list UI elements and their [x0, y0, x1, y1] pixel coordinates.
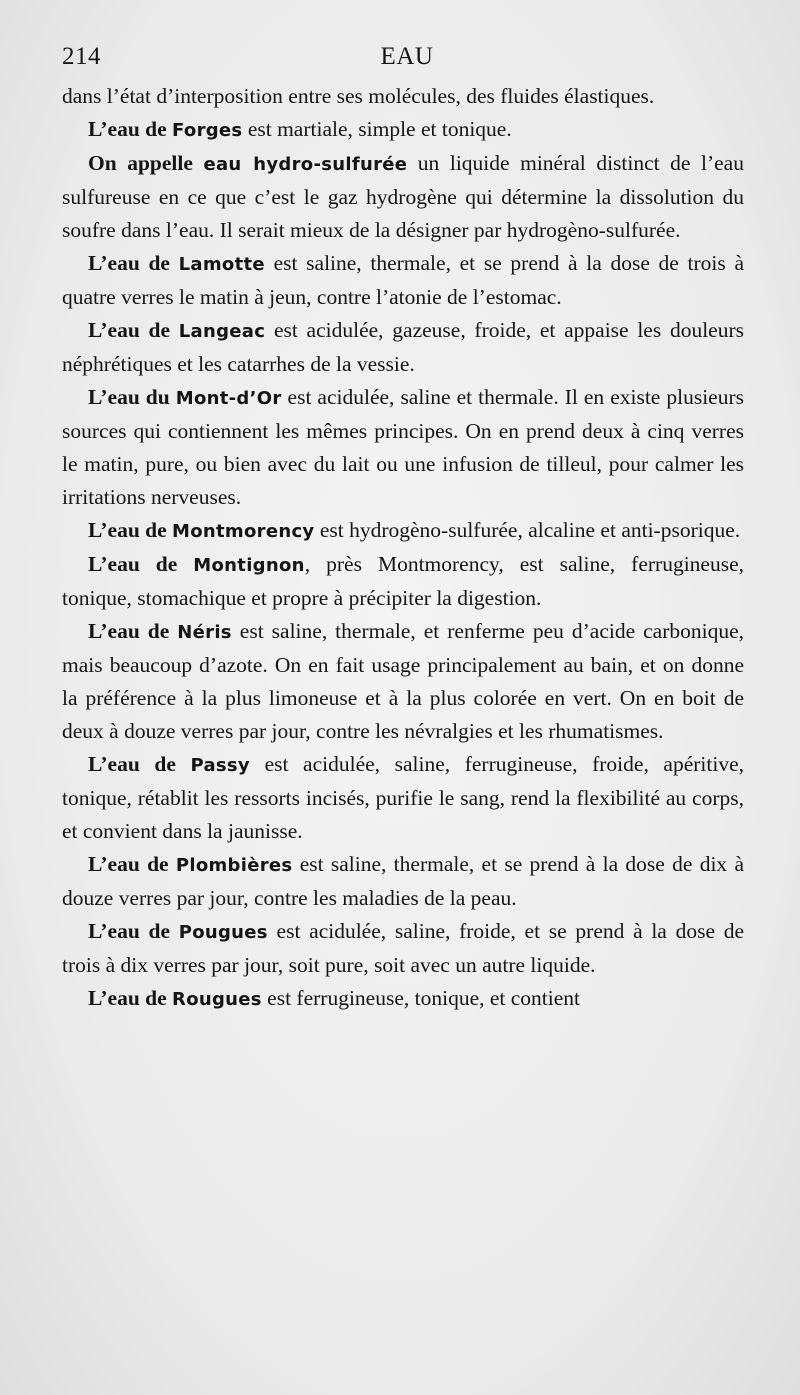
running-head: EAU — [380, 43, 434, 70]
paragraph-text: est saline, thermale, et renferme peu d’acide carbonique, mais beaucoup d’azote. On en fait usage principalement au bain, et on donne la préférence à la plus limoneuse et à la plus colorée en vert. On en boit de deux à douze verres par jour, contre les névralgies et les rhumatismes. — [62, 619, 745, 743]
entry-prefix: L’eau de — [88, 852, 176, 876]
entry-lead — [88, 518, 314, 542]
paragraph — [62, 314, 744, 381]
paragraph — [62, 113, 744, 147]
paragraph-text: est acidulée, saline, ferrugineuse, froide, apéritive, tonique, rétablit les ressorts incisés, purifie le sang, rend la flexibilité au corps, et convient dans la jaunisse. — [62, 752, 744, 843]
paragraph-text: un liquide minéral distinct de l’eau sulfureuse en ce que c’est le gaz hydrogène qui détermine la dissolution du soufre dans l’eau. Il serait mieux de la désigner par hydrogèno-sulfurée. — [62, 151, 744, 242]
entry-title: Rougues — [172, 989, 262, 1010]
body-text — [62, 80, 744, 1016]
entry-prefix: L’eau du — [88, 385, 176, 409]
entry-title: Mont-d’Or — [175, 388, 282, 409]
entry-title: Forges — [172, 120, 243, 141]
page-header — [62, 42, 752, 72]
paragraph — [62, 247, 744, 314]
paragraph — [62, 80, 744, 113]
paragraph — [62, 147, 744, 247]
entry-prefix: L’eau de — [88, 986, 173, 1010]
entry-title: Montignon — [193, 555, 305, 576]
entry-title: Passy — [190, 755, 250, 776]
paragraph-text: est martiale, simple et tonique. — [242, 117, 512, 141]
paragraph-text: est hydrogèno-sulfurée, alcaline et anti-psorique. — [314, 518, 741, 542]
paragraph — [62, 848, 744, 915]
paragraph-text: est ferrugineuse, tonique, et contient — [261, 986, 581, 1010]
entry-lead — [88, 318, 265, 342]
entry-prefix: L’eau de — [88, 251, 179, 275]
entry-prefix: On appelle — [88, 151, 204, 175]
entry-title: Plombières — [175, 855, 293, 876]
paragraph-text: est acidulée, saline et thermale. Il en existe plusieurs sources qui contiennent les mêmes principes. On en prend deux à cinq verres le matin, pure, ou bien avec du lait ou une infusion de tilleul, pour calmer les irritations nerveuses. — [62, 385, 744, 509]
entry-prefix: L’eau de — [88, 552, 194, 576]
page-number: 214 — [62, 43, 101, 70]
paragraph-text: , près Montmorency, est saline, ferrugineuse, tonique, stomachique et propre à précipiter la digestion. — [62, 552, 744, 610]
paragraph — [62, 748, 744, 848]
paragraph-text: est acidulée, saline, froide, et se prend à la dose de trois à dix verres par jour, soit pure, soit avec un autre liquide. — [62, 919, 744, 977]
paragraph — [62, 548, 744, 615]
paragraph — [62, 915, 744, 982]
entry-title: Montmorency — [172, 521, 315, 542]
entry-prefix: L’eau de — [88, 518, 173, 542]
entry-prefix: L’eau de — [88, 318, 179, 342]
entry-title: eau hydro-sulfurée — [203, 154, 408, 175]
entry-prefix: L’eau de — [88, 619, 178, 643]
entry-lead — [88, 251, 265, 275]
paragraph-text: dans l’état d’interposition entre ses molécules, des fluides élastiques. — [62, 84, 655, 108]
paragraph-text: est saline, thermale, et se prend à la dose de dix à douze verres par jour, contre les maladies de la peau. — [62, 852, 744, 910]
entry-prefix: L’eau de — [88, 919, 179, 943]
entry-lead — [88, 986, 262, 1010]
paragraph — [62, 514, 744, 548]
entry-lead — [88, 385, 282, 409]
entry-lead — [88, 151, 407, 175]
entry-lead — [88, 117, 242, 141]
entry-title: Néris — [177, 622, 232, 643]
entry-lead — [88, 919, 268, 943]
entry-title: Langeac — [178, 321, 266, 342]
paragraph-text: est saline, thermale, et se prend à la dose de trois à quatre verres le matin à jeun, contre l’atonie de l’estomac. — [62, 251, 744, 309]
entry-lead — [88, 752, 250, 776]
entry-title: Lamotte — [178, 254, 265, 275]
entry-prefix: L’eau de — [88, 752, 191, 776]
entry-prefix: L’eau de — [88, 117, 173, 141]
entry-lead — [88, 552, 305, 576]
paragraph — [62, 982, 744, 1016]
paragraph — [62, 381, 744, 514]
entry-lead — [88, 619, 232, 643]
entry-lead — [88, 852, 292, 876]
paragraph-text: est acidulée, gazeuse, froide, et appaise les douleurs néphrétiques et les catarrhes de la vessie. — [62, 318, 744, 376]
entry-title: Pougues — [178, 922, 268, 943]
paragraph — [62, 615, 744, 748]
